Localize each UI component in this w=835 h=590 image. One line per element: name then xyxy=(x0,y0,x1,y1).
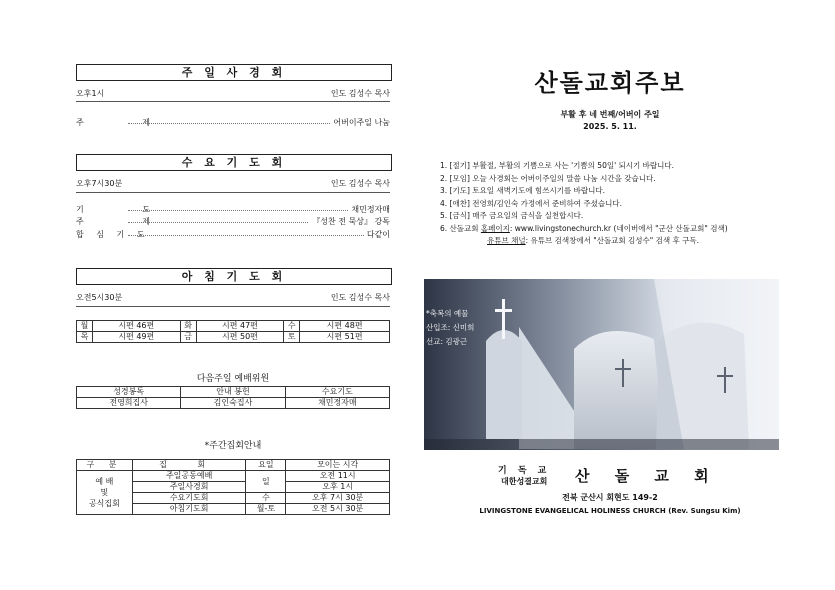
header-cell: 요일 xyxy=(246,460,286,471)
denomination-top: 기 독 교 xyxy=(498,466,551,476)
bulletin-subtitle: 부활 후 네 번째/어버이 주일 xyxy=(560,110,660,119)
dot-leader xyxy=(128,235,390,236)
church-address: 전북 군산시 회현도 149-2 xyxy=(562,493,658,502)
item-text: : 유튜브 검색창에서 "산돌교회 김성수" 검색 후 구독. xyxy=(525,236,700,245)
morning-time: 오전5시30분 xyxy=(76,293,123,302)
wednesday-group-prayer-row xyxy=(76,229,390,240)
meeting-cell: 주일공동예배 xyxy=(132,471,246,482)
time-cell: 오전 5시 30분 xyxy=(286,504,390,515)
item-text: : www.livingstonechurch.kr (네이버에서 "군산 산돌교회" 검색) xyxy=(509,223,728,233)
header-cell: 모이는 시각 xyxy=(286,460,390,471)
row-value: 다같이 xyxy=(364,229,390,240)
meeting-cell: 아침기도회 xyxy=(132,504,246,515)
table-row xyxy=(77,321,390,332)
church-english-name: LIVINGSTONE EVANGELICAL HOLINESS CHURCH (Rev. Sungsu Kim) xyxy=(479,507,741,515)
list-item xyxy=(440,223,728,236)
morning-title: 아 침 기 도 회 xyxy=(76,268,392,285)
table-row xyxy=(77,398,390,409)
caption-line: 산입조: 신미희 xyxy=(426,323,475,332)
row-value: 어버이주일 나눔 xyxy=(330,117,390,128)
meeting-cell: 수요기도회 xyxy=(132,493,246,504)
divider xyxy=(76,192,390,193)
group-label: 예 배 xyxy=(95,477,114,486)
day-cell: 화 xyxy=(180,321,196,332)
youtube-link[interactable]: 유튜브 채널 xyxy=(487,236,526,245)
divider xyxy=(76,101,390,102)
row-label: 주 제 xyxy=(76,217,178,226)
church-photo xyxy=(424,279,779,450)
passage-cell: 시편 49편 xyxy=(92,332,180,343)
time-cell: 오후 1시 xyxy=(286,482,390,493)
table-row xyxy=(77,460,390,471)
denomination-label xyxy=(498,463,550,487)
row-label: 주 제 xyxy=(76,118,178,127)
day-cell: 목 xyxy=(77,332,93,343)
weekly-table xyxy=(76,459,390,515)
meeting-cell: 주일사경회 xyxy=(132,482,246,493)
header-cell: 집 회 xyxy=(132,460,246,471)
denomination-bottom: 대한성결교회 xyxy=(500,477,548,486)
wednesday-title: 수 요 기 도 회 xyxy=(76,154,392,171)
time-cell: 오전 11시 xyxy=(286,471,390,482)
day-cell: 토 xyxy=(284,332,300,343)
list-item: 3. [기도] 토요일 새벽기도에 힘쓰시기를 바랍니다. xyxy=(440,186,605,195)
sunday-title: 주 일 사 경 회 xyxy=(76,64,392,81)
header-cell: 수요기도 xyxy=(285,387,389,398)
list-item: 5. [금식] 매주 금요일의 금식을 실천합시다. xyxy=(440,211,584,220)
sunday-time: 오후1시 xyxy=(76,89,105,98)
passage-cell: 시편 50편 xyxy=(196,332,284,343)
header-cell: 구 분 xyxy=(77,460,133,471)
day-cell: 금 xyxy=(180,332,196,343)
church-name: 산 돌 교 회 xyxy=(575,467,719,485)
bulletin-date: 2025. 5. 11. xyxy=(583,122,637,131)
table-row xyxy=(77,332,390,343)
morning-schedule-table xyxy=(76,320,390,343)
group-cell xyxy=(77,471,133,515)
wednesday-prayer-row xyxy=(76,204,390,215)
morning-leader: 인도 김성수 목사 xyxy=(330,293,390,302)
list-item: 2. [모임] 오늘 사경회는 어버이주일의 말씀 나눔 시간을 갖습니다. xyxy=(440,173,656,183)
passage-cell: 시편 48편 xyxy=(300,321,390,332)
row-value: 채민정자매 xyxy=(348,204,390,215)
sunday-leader: 인도 김성수 목사 xyxy=(330,89,390,98)
wednesday-topic-row xyxy=(76,216,390,227)
caption-line: 선교: 김광근 xyxy=(426,337,468,346)
caption-title: *축복의 예물 xyxy=(426,309,469,318)
list-item: 1. [절기] 부활절, 부활의 기쁨으로 사는 '기쁨의 50일' 되시기 바랍니다. xyxy=(440,161,675,170)
bulletin-title: 산돌교회주보 xyxy=(534,69,686,97)
passage-cell: 시편 46편 xyxy=(92,321,180,332)
church-building-illustration xyxy=(424,279,779,450)
row-label: 기 도 xyxy=(76,205,178,214)
value-cell: 채민정자매 xyxy=(285,398,389,409)
announcement-list xyxy=(440,160,728,248)
wednesday-time: 오후7시30분 xyxy=(76,179,123,188)
table-row xyxy=(77,471,390,482)
day-cell: 월 xyxy=(77,321,93,332)
wednesday-leader: 인도 김성수 목사 xyxy=(330,179,390,188)
photo-caption xyxy=(426,307,474,349)
day-cell: 월-토 xyxy=(246,504,286,515)
divider xyxy=(76,306,390,307)
list-item xyxy=(440,235,728,248)
day-cell: 수 xyxy=(246,493,286,504)
group-label: 및 xyxy=(100,488,109,497)
sunday-topic-row xyxy=(76,117,390,128)
homepage-link[interactable]: 홈페이지 xyxy=(480,223,510,233)
table-row xyxy=(77,387,390,398)
day-cell: 일 xyxy=(246,471,286,493)
group-label: 공식집회 xyxy=(88,499,120,508)
day-cell: 수 xyxy=(284,321,300,332)
weekly-title: *주간집회안내 xyxy=(204,441,262,451)
row-value: 『성찬 전 묵상』 강독 xyxy=(309,216,390,227)
next-week-table xyxy=(76,386,390,409)
next-week-title: 다음주일 예배위원 xyxy=(196,374,270,384)
passage-cell: 시편 51편 xyxy=(300,332,390,343)
passage-cell: 시편 47편 xyxy=(196,321,284,332)
header-cell: 안내 봉헌 xyxy=(181,387,285,398)
value-cell: 전영희집사 xyxy=(77,398,181,409)
value-cell: 김인숙집사 xyxy=(181,398,285,409)
header-cell: 성경봉독 xyxy=(77,387,181,398)
item-prefix: 6. 산돌교회 xyxy=(440,223,481,233)
time-cell: 오후 7시 30분 xyxy=(286,493,390,504)
row-label: 합 심 기 도 xyxy=(76,230,150,239)
list-item: 4. [애찬] 전영희/김인숙 가정에서 준비하여 주셨습니다. xyxy=(440,198,622,208)
